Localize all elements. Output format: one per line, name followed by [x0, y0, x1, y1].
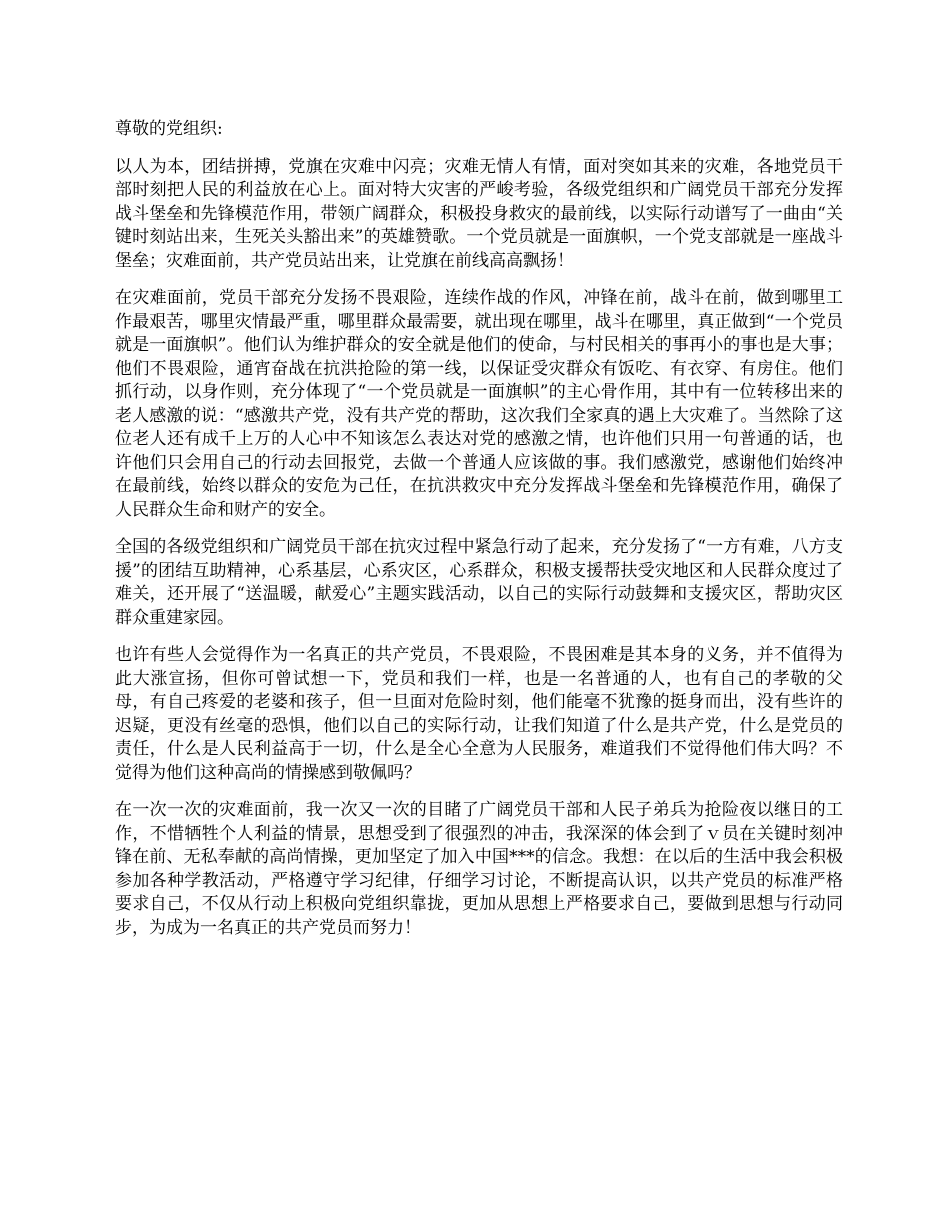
- salutation: 尊敬的党组织:: [115, 119, 223, 139]
- paragraph-5: 在一次一次的灾难面前，我一次又一次的目睹了广阔党员干部和人民子弟兵为抢险夜以继日的工作，不惜牺牲个人利益的情景，思想受到了很强烈的冲击，我深深的体会到了ｖ员在关键时刻冲锋在前、无私奉献的高尚情操，更加坚定了加入中国***的信念。我想：在以后的生活中我会积极参加各种学教活动，严格遵守学习纪律，仔细学习讨论，不断提高认识，以共产党员的标准严格要求自己，不仅从行动上积极向党组织靠拢，更加从思想上严格要求自己，要做到思想与行动同步，为成为一名真正的共产党员而努力！: [115, 800, 843, 938]
- document-body: [115, 118, 843, 954]
- paragraph-3: 全国的各级党组织和广阔党员干部在抗灾过程中紧急行动了起来，充分发扬了“一方有难，八方支援”的团结互助精神，心系基层，心系灾区，心系群众，积极支援帮扶受灾地区和人民群众度过了难关，还开展了“送温暖，献爱心”主题实践活动，以自己的实际行动鼓舞和支援灾区，帮助灾区群众重建家园。: [115, 537, 843, 628]
- paragraph-2: 在灾难面前，党员干部充分发扬不畏艰险，连续作战的作风，冲锋在前，战斗在前，做到哪里工作最艰苦，哪里灾情最严重，哪里群众最需要，就出现在哪里，战斗在哪里，真正做到“一个党员就是一面旗帜”。他们认为维护群众的安全就是他们的使命，与村民相关的事再小的事也是大事；他们不畏艰险，通宵奋战在抗洪抢险的第一线，以保证受灾群众有饭吃、有衣穿、有房住。他们抓行动，以身作则，充分体现了“一个党员就是一面旗帜”的主心骨作用，其中有一位转移出来的老人感激的说：“感激共产党，没有共产党的帮助，这次我们全家真的遇上大灾难了。当然除了这位老人还有成千上万的人心中不知该怎么表达对党的感激之情，也许他们只用一句普通的话，也许他们只会用自己的行动去回报党，去做一个普通人应该做的事。我们感激党，感谢他们始终冲在最前线，始终以群众的安危为己任，在抗洪救灾中充分发挥战斗堡垒和先锋模范作用，确保了人民群众生命和财产的安全。: [115, 288, 843, 520]
- paragraph-1: 以人为本，团结拼搏，党旗在灾难中闪亮；灾难无情人有情，面对突如其来的灾难，各地党员干部时刻把人民的利益放在心上。面对特大灾害的严峻考验，各级党组织和广阔党员干部充分发挥战斗堡垒和先锋模范作用，带领广阔群众，积极投身救灾的最前线，以实际行动谱写了一曲由“关键时刻站出来，生死关头豁出来”的英雄赞歌。一个党员就是一面旗帜，一个党支部就是一座战斗堡垒；灾难面前，共产党员站出来，让党旗在前线高高飘扬！: [115, 156, 843, 271]
- paragraph-4: 也许有些人会觉得作为一名真正的共产党员，不畏艰险，不畏困难是其本身的义务，并不值得为此大涨宣扬，但你可曾试想一下，党员和我们一样，也是一名普通的人，也有自己的孝敬的父母，有自己疼爱的老婆和孩子，但一旦面对危险时刻，他们能毫不犹豫的挺身而出，没有些许的迟疑，更没有丝毫的恐惧，他们以自己的实际行动，让我们知道了什么是共产党，什么是党员的责任，什么是人民利益高于一切，什么是全心全意为人民服务，难道我们不觉得他们伟大吗？不觉得为他们这种高尚的情操感到敬佩吗？: [115, 645, 843, 783]
